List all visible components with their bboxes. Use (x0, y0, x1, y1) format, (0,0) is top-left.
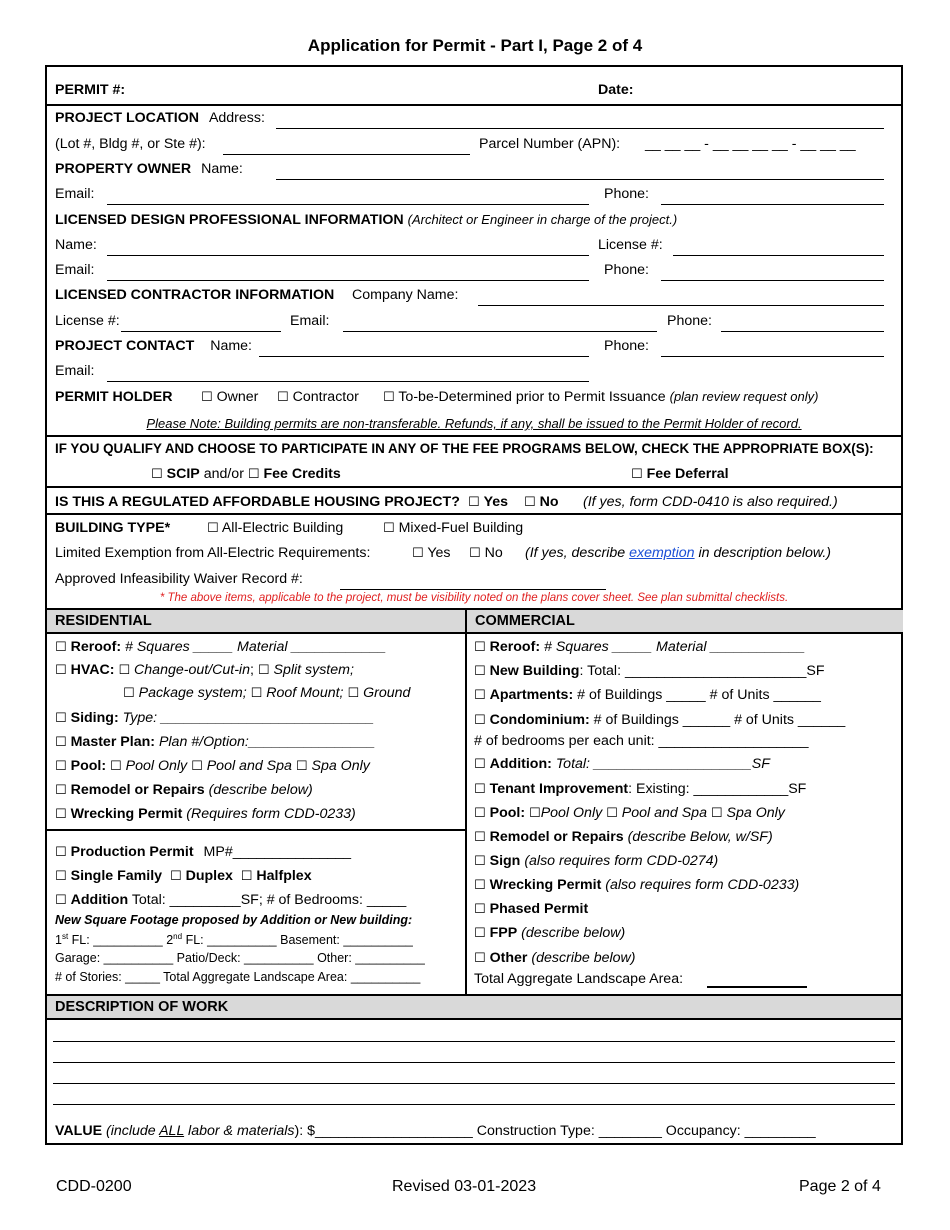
design-license-label: License #: (598, 237, 663, 253)
res-pool[interactable] (55, 756, 370, 777)
divider (47, 1018, 901, 1020)
affordable-question: IS THIS A REGULATED AFFORDABLE HOUSING PROJECT? (55, 494, 460, 510)
contact-email-field[interactable] (107, 381, 589, 382)
contractor-row (55, 285, 893, 305)
lot-label: (Lot #, Bldg #, or Ste #): (55, 136, 206, 152)
date-label: Date: (598, 82, 634, 98)
checkbox-icon[interactable]: ☐ (606, 806, 618, 821)
checkbox-icon[interactable]: ☐ (474, 830, 486, 845)
checkbox-icon[interactable]: ☐ (55, 869, 67, 884)
res-reroof[interactable] (55, 637, 386, 658)
checkbox-icon[interactable]: ☐ (295, 759, 308, 774)
design-email-label: Email: (55, 262, 95, 278)
com-condo-label: Condominium: (489, 712, 590, 728)
floor1-sup: st (61, 932, 69, 941)
res-squares: # Squares _____ (125, 639, 234, 655)
limited-exemption-row (55, 543, 893, 563)
project-location-label: PROJECT LOCATION (55, 110, 199, 126)
com-reroof[interactable] (474, 637, 805, 658)
project-contact-label: PROJECT CONTACT (55, 338, 195, 354)
checkbox-icon[interactable]: ☐ (529, 806, 541, 821)
res-reroof-label: Reroof: (70, 639, 122, 655)
res-remodel-label: Remodel or Repairs (70, 782, 205, 798)
checkbox-icon[interactable]: ☐ (474, 878, 486, 893)
com-addition-total: Total: ____________________SF (555, 756, 770, 772)
fee-credits-label: Fee Credits (263, 466, 341, 482)
value-note (106, 1123, 295, 1139)
checkbox-icon[interactable]: ☐ (191, 759, 203, 774)
com-apartments-label: Apartments: (489, 687, 574, 703)
apn-field[interactable]: __ __ __ - __ __ __ __ - __ __ __ (645, 136, 856, 152)
res-sqft-heading: New Square Footage proposed by Addition or New building: (55, 913, 413, 927)
checkbox-icon[interactable]: ☐ (257, 663, 270, 678)
checkbox-icon[interactable]: ☐ (118, 663, 131, 678)
checkbox-icon[interactable]: ☐ (469, 546, 481, 561)
design-license-field[interactable] (673, 255, 884, 256)
com-pool-spa: Pool and Spa (621, 805, 707, 821)
hvac-changeout: Change-out/Cut-in (134, 662, 250, 678)
checkbox-icon[interactable]: ☐ (55, 711, 67, 726)
res-hvac-cont[interactable] (123, 683, 410, 704)
res-dwelling-type[interactable] (55, 866, 312, 887)
contractor-email-label: Email: (290, 313, 330, 329)
affordable-no-label: No (539, 494, 559, 510)
owner-name-field[interactable] (276, 179, 884, 180)
lot-row (55, 134, 893, 154)
mixed-fuel-option[interactable] (383, 518, 523, 539)
note-text: Please Note: Building permits are non-transferable. Refunds, if any, shall be issued to the Permit Holder of record. (146, 416, 802, 431)
contact-phone-field[interactable] (661, 356, 884, 357)
res-remodel[interactable] (55, 780, 313, 801)
com-pool-label: Pool: (489, 805, 526, 821)
com-tenant-fields: : Existing: ____________SF (628, 781, 807, 797)
waiver-field[interactable] (340, 589, 606, 590)
res-single-family: Single Family (70, 868, 163, 884)
checkbox-icon[interactable]: ☐ (474, 902, 486, 917)
exemption-link[interactable]: exemption (629, 545, 695, 561)
checkbox-icon[interactable]: ☐ (55, 783, 67, 798)
permit-number-label: PERMIT #: (55, 82, 126, 98)
value-row (55, 1121, 893, 1141)
com-remodel-label: Remodel or Repairs (489, 829, 624, 845)
floor1-field: FL: __________ (71, 933, 163, 948)
checkbox-icon[interactable]: ☐ (55, 845, 67, 860)
res-pool-spa: Pool and Spa (206, 758, 292, 774)
owner-phone-field[interactable] (661, 204, 884, 205)
res-siding-type: Type: ___________________________ (122, 710, 375, 726)
contact-name-label: Name: (210, 338, 252, 354)
com-bedrooms: # of bedrooms per each unit: ___________________ (474, 733, 809, 749)
fee-programs-heading: IF YOU QUALIFY AND CHOOSE TO PARTICIPATE IN ANY OF THE FEE PROGRAMS BELOW, CHECK THE APPROPRIATE BOX(S): (55, 441, 874, 456)
checkbox-icon[interactable]: ☐ (412, 546, 424, 561)
res-production-label: Production Permit (70, 844, 194, 860)
exemption-no-label: No (484, 545, 503, 561)
description-heading: DESCRIPTION OF WORK (47, 996, 901, 1018)
design-professional-row (55, 210, 893, 230)
floor2-sup: nd (173, 932, 183, 941)
affordable-note: (If yes, form CDD-0410 is also required.) (583, 494, 838, 510)
checkbox-icon[interactable]: ☐ (151, 467, 163, 482)
waiver-label: Approved Infeasibility Waiver Record #: (55, 571, 303, 587)
contact-email-row (55, 361, 893, 381)
com-wrecking[interactable] (474, 875, 799, 896)
com-landscape (474, 969, 683, 989)
revised-date: Revised 03-01-2023 (392, 1178, 537, 1195)
non-transferable-note (47, 416, 901, 431)
owner-email-row (55, 184, 893, 204)
checkbox-icon[interactable]: ☐ (383, 390, 395, 405)
design-name-row (55, 235, 893, 255)
description-line[interactable] (53, 1041, 895, 1042)
hvac-ground: Ground (363, 685, 411, 701)
res-production[interactable] (55, 842, 351, 863)
checkbox-icon[interactable]: ☐ (110, 759, 122, 774)
checkbox-icon[interactable]: ☐ (55, 663, 67, 678)
checkbox-icon[interactable]: ☐ (710, 806, 723, 821)
fee-deferral-label: Fee Deferral (646, 466, 729, 482)
checkbox-icon[interactable]: ☐ (247, 467, 260, 482)
checkbox-icon[interactable]: ☐ (474, 854, 486, 869)
com-pool[interactable] (474, 803, 785, 824)
checkbox-icon[interactable]: ☐ (474, 688, 486, 703)
com-fpp-note: (describe below) (521, 925, 626, 941)
hvac-package: Package system; (138, 685, 247, 701)
res-siding[interactable] (55, 708, 374, 729)
com-condo-fields: # of Buildings ______ # of Units ______ (593, 712, 846, 728)
com-spa-only: Spa Only (726, 805, 785, 821)
owner-email-field[interactable] (107, 204, 589, 205)
affordable-housing-row (55, 492, 893, 512)
checkbox-icon[interactable]: ☐ (55, 807, 67, 822)
com-other[interactable] (474, 948, 636, 969)
description-line[interactable] (53, 1083, 895, 1084)
holder-owner-label: Owner (216, 389, 259, 405)
address-label: Address: (208, 110, 265, 126)
res-spa-only: Spa Only (311, 758, 370, 774)
company-name-label: Company Name: (352, 287, 459, 303)
com-apartments-fields: # of Buildings _____ # of Units ______ (577, 687, 821, 703)
basement-field: Basement: __________ (280, 933, 413, 948)
res-pool-label: Pool: (70, 758, 107, 774)
checkbox-icon[interactable]: ☐ (474, 640, 486, 655)
com-phased[interactable] (474, 899, 588, 920)
res-master-option: Plan #/Option:________________ (158, 734, 376, 750)
owner-email-label: Email: (55, 186, 95, 202)
affordable-no-option[interactable] (524, 492, 559, 513)
com-other-note: (describe below) (531, 950, 636, 966)
com-reroof-label: Reroof: (489, 639, 541, 655)
checkbox-icon[interactable]: ☐ (240, 869, 253, 884)
contractor-license-row (55, 311, 893, 331)
exemption-note (525, 543, 831, 563)
residential-heading: RESIDENTIAL (47, 610, 465, 632)
com-remodel[interactable] (474, 827, 773, 848)
com-landscape-label: Total Aggregate Landscape Area: (474, 971, 684, 987)
com-apartments[interactable] (474, 685, 821, 706)
com-remodel-note: (describe Below, w/SF) (627, 829, 773, 845)
checkbox-icon[interactable]: ☐ (207, 521, 219, 536)
com-fpp-label: FPP (489, 925, 518, 941)
affordable-yes-label: Yes (483, 494, 509, 510)
form-number: CDD-0200 (56, 1178, 132, 1195)
other-field: Other: __________ (317, 951, 425, 965)
res-remodel-note: (describe below) (208, 782, 313, 798)
company-name-field[interactable] (478, 305, 884, 306)
com-new-building-total: : Total: _______________________SF (579, 663, 825, 679)
mixed-fuel-label: Mixed-Fuel Building (398, 520, 524, 536)
com-wrecking-note: (also requires form CDD-0233) (605, 877, 800, 893)
floor2-field: FL: __________ (185, 933, 277, 948)
res-mp-field: MP#_______________ (203, 844, 352, 860)
divider (47, 104, 901, 106)
com-sign-note: (also requires form CDD-0274) (524, 853, 719, 869)
holder-owner-option[interactable] (201, 387, 258, 408)
affordable-yes-option[interactable] (468, 492, 508, 513)
owner-phone-label: Phone: (604, 186, 649, 202)
waiver-row (55, 569, 893, 589)
design-phone-field[interactable] (661, 280, 884, 281)
floor1-num: 1 (55, 933, 62, 948)
com-phased-label: Phased Permit (489, 901, 589, 917)
checkbox-icon[interactable]: ☐ (55, 893, 67, 908)
page-number: Page 2 of 4 (799, 1178, 881, 1195)
checkbox-icon[interactable]: ☐ (55, 735, 67, 750)
exemption-yes-label: Yes (427, 545, 451, 561)
owner-name-label: Name: (201, 161, 243, 177)
res-wrecking-label: Wrecking Permit (70, 806, 183, 822)
res-addition-label: Addition (70, 892, 129, 908)
com-new-building-label: New Building (489, 663, 580, 679)
divider (47, 632, 901, 634)
checkbox-icon[interactable]: ☐ (474, 951, 486, 966)
description-line[interactable] (53, 1104, 895, 1105)
building-type-row (55, 518, 893, 538)
checkbox-icon[interactable]: ☐ (169, 869, 182, 884)
res-addition[interactable] (55, 890, 406, 911)
column-divider (465, 608, 467, 995)
value-note-pre: (include (105, 1123, 156, 1139)
res-duplex: Duplex (185, 868, 233, 884)
com-addition-label: Addition: (489, 756, 552, 772)
res-halfplex: Halfplex (256, 868, 312, 884)
res-hvac[interactable]: ☐ HVAC: ☐ Change-out/Cut-in; ☐ Split system; (55, 662, 354, 678)
checkbox-icon[interactable]: ☐ (383, 521, 395, 536)
holder-contractor-label: Contractor (292, 389, 359, 405)
com-wrecking-label: Wrecking Permit (489, 877, 602, 893)
res-siding-label: Siding: (70, 710, 119, 726)
commercial-heading: COMMERCIAL (467, 610, 903, 632)
exemption-no-option[interactable] (469, 543, 503, 564)
com-material: Material ____________ (656, 639, 806, 655)
com-sign[interactable] (474, 851, 718, 872)
res-master-plan[interactable] (55, 732, 375, 753)
contractor-license-field[interactable] (121, 331, 281, 332)
lot-field[interactable] (223, 154, 470, 155)
cover-sheet-note: * The above items, applicable to the project, must be visibility noted on the plans cover sheet. See plan submittal checklists. (159, 592, 789, 604)
com-landscape-field[interactable] (707, 986, 807, 988)
com-fpp[interactable] (474, 923, 625, 944)
design-email-row (55, 260, 893, 280)
garage-field: Garage: __________ (55, 951, 174, 965)
res-floor-row (55, 932, 413, 947)
contractor-phone-field[interactable] (721, 331, 884, 332)
checkbox-icon[interactable]: ☐ (474, 782, 486, 797)
value-note-all: ALL (159, 1123, 185, 1139)
contact-phone-label: Phone: (604, 338, 649, 354)
res-pool-only: Pool Only (125, 758, 188, 774)
address-field[interactable] (276, 128, 884, 129)
divider (47, 513, 901, 515)
com-squares: # Squares _____ (544, 639, 653, 655)
checkbox-icon[interactable]: ☐ (474, 926, 486, 941)
com-sign-label: Sign (489, 853, 521, 869)
com-addition[interactable] (474, 754, 770, 775)
com-tenant-label: Tenant Improvement (489, 781, 629, 797)
building-type-label: BUILDING TYPE* (55, 520, 171, 536)
fee-deferral-option[interactable] (631, 464, 729, 485)
contractor-phone-label: Phone: (667, 313, 712, 329)
checkbox-icon[interactable]: ☐ (123, 686, 135, 701)
checkbox-icon[interactable]: ☐ (474, 806, 486, 821)
checkbox-icon[interactable]: ☐ (474, 664, 486, 679)
patio-field: Patio/Deck: __________ (176, 951, 314, 965)
design-professional-note: (Architect or Engineer in charge of the project.) (407, 212, 678, 227)
com-pool-only: Pool Only (540, 805, 603, 821)
scip-label: SCIP (166, 466, 200, 482)
project-contact-row (55, 336, 893, 356)
design-name-label: Name: (55, 237, 97, 253)
contact-email-label: Email: (55, 363, 95, 379)
value-label: VALUE (55, 1123, 103, 1139)
checkbox-icon[interactable]: ☐ (201, 390, 213, 405)
hvac-roof: Roof Mount; (266, 685, 344, 701)
limited-exemption-label: Limited Exemption from All-Electric Requirements: (55, 545, 371, 561)
res-wrecking-note: (Requires form CDD-0233) (186, 806, 356, 822)
value-fields: ): $____________________ Construction Type: ________ Occupancy: _________ (294, 1123, 816, 1139)
checkbox-icon[interactable]: ☐ (468, 495, 480, 510)
exemption-note-post: in description below.) (698, 545, 832, 561)
contact-name-field[interactable] (259, 356, 589, 357)
property-owner-label: PROPERTY OWNER (55, 161, 192, 177)
page-title: Application for Permit - Part I, Page 2 of 4 (307, 36, 643, 55)
checkbox-icon[interactable]: ☐ (55, 759, 67, 774)
checkbox-icon[interactable]: ☐ (347, 686, 360, 701)
holder-contractor-option[interactable] (277, 387, 359, 408)
all-electric-option[interactable] (207, 518, 343, 539)
res-master-label: Master Plan: (70, 734, 155, 750)
divider (47, 435, 901, 437)
com-condominium[interactable] (474, 710, 845, 731)
com-tenant[interactable] (474, 779, 806, 800)
checkbox-icon[interactable]: ☐ (277, 390, 289, 405)
exemption-yes-option[interactable] (412, 543, 451, 564)
permit-row (55, 80, 893, 100)
value-note-post: labor & materials (188, 1123, 295, 1139)
checkbox-icon[interactable]: ☐ (474, 757, 486, 772)
com-other-label: Other (489, 950, 528, 966)
hvac-split: Split system; (273, 662, 354, 678)
res-wrecking[interactable] (55, 804, 356, 825)
andor-label: and/or (203, 466, 244, 482)
res-stories-row: # of Stories: _____ Total Aggregate Landscape Area: __________ (55, 970, 421, 984)
design-phone-label: Phone: (604, 262, 649, 278)
all-electric-label: All-Electric Building (221, 520, 344, 536)
permit-form (45, 65, 903, 1145)
divider (47, 486, 901, 488)
permit-holder-label: PERMIT HOLDER (55, 389, 173, 405)
contractor-license-label: License #: (55, 313, 120, 329)
permit-holder-row (55, 387, 893, 407)
checkbox-icon[interactable]: ☐ (474, 713, 486, 728)
description-line[interactable] (53, 1062, 895, 1063)
design-email-field[interactable] (107, 280, 589, 281)
checkbox-icon[interactable]: ☐ (524, 495, 536, 510)
res-addition-fields: Total: _________SF; # of Bedrooms: _____ (131, 892, 407, 908)
divider (47, 829, 465, 831)
com-new-building[interactable] (474, 661, 825, 682)
checkbox-icon[interactable]: ☐ (631, 467, 643, 482)
exemption-note-pre: (If yes, describe (525, 545, 626, 561)
property-owner-row (55, 159, 893, 179)
holder-tbd-note: (plan review request only) (669, 389, 819, 404)
contractor-email-field[interactable] (343, 331, 657, 332)
holder-tbd-label: To-be-Determined prior to Permit Issuance (398, 389, 666, 405)
res-garage-row (55, 951, 425, 965)
checkbox-icon[interactable]: ☐ (250, 686, 263, 701)
contractor-label: LICENSED CONTRACTOR INFORMATION (55, 287, 335, 303)
res-material: Material ____________ (237, 639, 387, 655)
floor2-num: 2 (166, 933, 174, 948)
design-professional-label: LICENSED DESIGN PROFESSIONAL INFORMATION (55, 212, 404, 228)
scip-option[interactable] (151, 464, 341, 485)
holder-tbd-option[interactable] (383, 387, 818, 408)
project-location-row (55, 108, 893, 128)
checkbox-icon[interactable]: ☐ (55, 640, 67, 655)
res-hvac-label: HVAC: (70, 662, 115, 678)
parcel-label: Parcel Number (APN): (479, 136, 621, 152)
design-name-field[interactable] (107, 255, 589, 256)
